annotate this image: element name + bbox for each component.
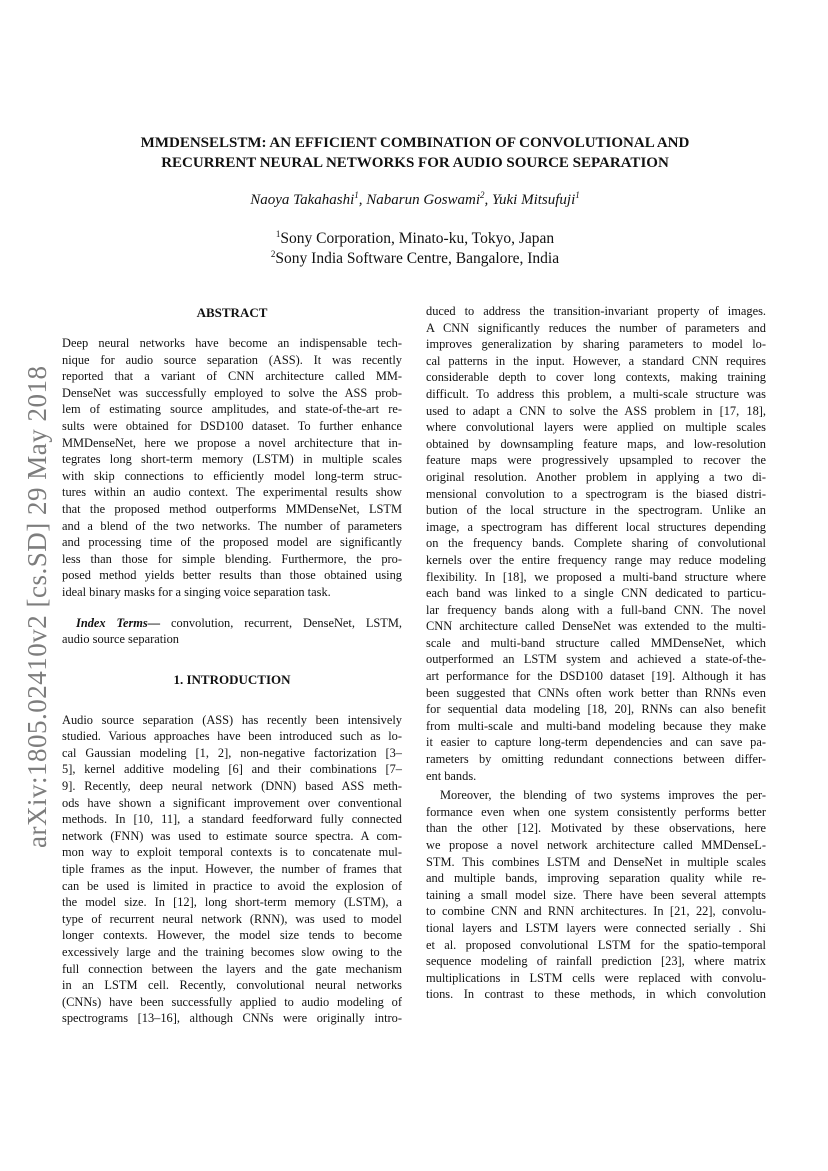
affiliation-line: [60, 249, 770, 269]
text-line: scale and multi-band structure called MMDenseNet, which: [426, 635, 766, 650]
index-terms-label: Index Terms—: [76, 615, 161, 630]
affiliation-text: Sony India Software Centre, Bangalore, India: [275, 250, 560, 267]
abstract-heading: ABSTRACT: [196, 305, 268, 320]
section-heading-introduction: 1. INTRODUCTION: [173, 671, 291, 687]
text-line: original resolution. Another problem in applying a two di-: [426, 469, 766, 484]
index-terms-text: convolution, recurrent, DenseNet, LSTM,: [160, 615, 402, 630]
text-line: [62, 615, 402, 632]
paper-title: [60, 133, 770, 173]
text-line: ideal binary masks for a singing voice separation task.: [62, 584, 331, 599]
title-line: RECURRENT NEURAL NETWORKS FOR AUDIO SOURCE SEPARATION: [161, 155, 669, 171]
text-line: DenseNet was successfully employed to solve the ASS prob-: [62, 385, 402, 400]
text-line: lem of estimating source amplitudes, and state-of-the-art re-: [62, 402, 402, 417]
text-line: with skip connections to efficiently model long-term struc-: [62, 468, 402, 483]
text-line: formance even when one system consistently performs better: [426, 804, 766, 819]
text-line: considerable depth to cover long contexts, making training: [426, 370, 766, 385]
author-list: [60, 192, 770, 209]
title-line: MMDENSELSTM: AN EFFICIENT COMBINATION OF CONVOLUTIONAL AND: [140, 135, 690, 151]
text-line: longer contexts. However, the model size tends to become: [62, 928, 402, 943]
text-line: kernels over the entire frequency range may reduce modeling: [426, 552, 766, 567]
introduction-body: [62, 712, 402, 1027]
author-name: Naoya Takahashi: [250, 192, 355, 208]
text-line: Moreover, the blending of two systems improves the per-: [440, 788, 766, 803]
text-line: been suggested that CNNs often work better than RNNs even: [426, 685, 766, 700]
text-line: flexibility. In [18], we proposed a multi-band structure where: [426, 569, 766, 584]
text-line: improves generalization by sharing parameters to model lo-: [426, 337, 766, 352]
text-line: each band was linked to a single CNN dedicated to particu-: [426, 586, 766, 601]
text-line: than the other [12]. Motivated by these observations, here: [426, 821, 766, 836]
arxiv-stamp: arXiv:1805.02410v2 [cs.SD] 29 May 2018: [22, 365, 52, 848]
text-line: mon way to exploit temporal contexts is to concatenate mul-: [62, 845, 402, 860]
text-line: methods. In [10, 11], a standard feedforward fully connected: [62, 812, 402, 827]
text-line: 5], kernel additive modeling [6] and their combinations [7–: [62, 762, 402, 777]
text-line: network (FNN) was used to estimate source spectra. A com-: [62, 828, 402, 843]
text-line: excessively large and the training becomes slow owing to the: [62, 945, 402, 959]
text-line: to combine CNN and RNN architectures. In [21, 22], convolu-: [426, 904, 766, 919]
affiliation-text: Sony Corporation, Minato-ku, Tokyo, Japan: [280, 230, 555, 247]
text-line: lar frequency bands along with a full-band CNN. The novel: [426, 602, 766, 617]
text-line: tions. In contrast to these methods, in which convolution: [426, 987, 766, 1002]
affiliation-line: [60, 229, 770, 249]
text-line: mensional convolution to a spectrogram is the biased distri-: [426, 486, 766, 501]
text-line: art performance for the DSD100 dataset [19]. Although it has: [426, 669, 766, 684]
affiliation-mark: 1: [575, 190, 580, 200]
text-line: (CNNs) have been successfully applied to audio modeling of: [62, 994, 402, 1009]
text-line: et al. proposed convolutional LSTM for the spatio-temporal: [426, 937, 766, 952]
text-line: difficult. To address this problem, a multi-scale structure was: [426, 386, 766, 401]
text-line: obtained by downsampling feature maps, and low-resolution: [426, 436, 766, 451]
text-line: sequence modeling of rainfall prediction [23], where matrix: [426, 954, 766, 969]
text-line: tegrates long short-term memory (LSTM) in multiple scales: [62, 452, 402, 467]
text-line: rameters by omitting redundant connections between differ-: [426, 752, 766, 767]
text-line: on the frequency bands. Complete sharing of convolutional: [426, 536, 766, 551]
text-line: spectrograms [13–16], although CNNs were originally intro-: [62, 1011, 402, 1026]
text-line: we propose a novel network architecture called MMDenseL-: [426, 838, 766, 852]
text-line: where convolutional layers were applied on multiple scales: [426, 420, 766, 435]
text-line: audio source separation: [62, 632, 179, 647]
text-line: ent bands.: [426, 768, 477, 783]
affiliation-mark: 2: [480, 190, 485, 200]
text-line: bution of the local structure in the spectrogram. Unlike an: [426, 503, 766, 518]
text-line: MMDenseNet, here we propose a novel architecture that in-: [62, 435, 402, 450]
text-line: type of recurrent neural network (RNN), was used to model: [62, 911, 402, 926]
text-line: duced to address the transition-invariant property of images.: [426, 304, 766, 318]
affiliation-mark: 1: [354, 190, 359, 200]
text-line: feature maps were progressively upsampled to recover the: [426, 453, 766, 468]
index-terms: [62, 615, 402, 648]
affiliation-mark: 1: [275, 228, 281, 239]
text-line: reported that a variant of CNN architecture called MM-: [62, 369, 402, 384]
text-line: the model size. In [12], long short-term memory (LSTM), a: [62, 895, 402, 910]
text-line: and multiple bands, improving separation quality while re-: [426, 871, 766, 886]
affiliation-mark: 2: [270, 248, 276, 259]
text-line: A CNN significantly reduces the number of parameters and: [426, 320, 766, 335]
text-line: ods have shown a significant improvement over conventional: [62, 795, 402, 810]
text-line: Deep neural networks have become an indispensable tech-: [62, 336, 402, 350]
text-line: used to adapt a CNN to solve the ASS problem in [17, 18],: [426, 403, 766, 418]
left-column: [62, 303, 402, 1027]
text-line: tures within an audio context. The experimental results show: [62, 485, 402, 500]
text-line: can be used is limited in practice to avoid the explosion of: [62, 878, 402, 893]
text-line: and processing time of the proposed model are significantly: [62, 535, 402, 550]
text-line: posed method yields better results than those obtained using: [62, 568, 402, 583]
paragraph: [426, 787, 766, 1003]
author-name: , Nabarun Goswami: [358, 192, 481, 208]
text-line: 9]. Recently, deep neural network (DNN) based ASS meth-: [62, 779, 402, 794]
text-line: less than those for simple blending. Furthermore, the pro-: [62, 551, 402, 566]
text-line: cal patterns in the input. However, a standard CNN requires: [426, 353, 766, 368]
text-line: taining a small model size. There have been several attempts: [426, 887, 766, 902]
text-line: in an LSTM cell. Recently, convolutional neural networks: [62, 978, 402, 993]
text-line: from multi-scale and multi-band modeling because they make: [426, 718, 766, 733]
text-line: sults were obtained for DSD100 dataset. To further enhance: [62, 418, 402, 433]
text-line: STM. This combines LSTM and DenseNet in multiple scales: [426, 854, 766, 869]
text-line: that the proposed method outperforms MMDenseNet, LSTM: [62, 501, 402, 516]
text-line: full connection between the layers and the gate mechanism: [62, 961, 402, 976]
text-line: image, a spectrogram has different local structures depending: [426, 519, 766, 534]
text-line: Audio source separation (ASS) has recently been intensively: [62, 712, 402, 727]
paragraph: [426, 303, 766, 784]
text-line: for sequential data modeling [18, 20], RNNs can also benefit: [426, 702, 766, 717]
author-name: , Yuki Mitsufuji: [484, 192, 576, 208]
text-line: multiplications in LSTM cells were replaced with convolu-: [426, 970, 766, 985]
text-line: studied. Various approaches have been introduced such as lo-: [62, 729, 402, 744]
text-line: and a blend of the two networks. The number of parameters: [62, 518, 402, 533]
text-line: cal Gaussian modeling [1, 2], non-negative factorization [3–: [62, 745, 402, 760]
text-line: tional layers and LSTM layers were connected serially . Shi: [426, 920, 766, 935]
text-line: CNN architecture called DenseNet was extended to the multi-: [426, 619, 766, 634]
abstract-body: [62, 335, 402, 601]
right-column: [426, 303, 766, 1003]
text-line: tiple frames as the input. However, the number of frames that: [62, 862, 402, 877]
text-line: nique for audio source separation (ASS). It was recently: [62, 352, 402, 367]
text-line: outperformed an LSTM system and achieved a state-of-the-: [426, 652, 766, 667]
affiliations: [60, 229, 770, 269]
text-line: it easier to capture long-term dependencies and can save pa-: [426, 735, 766, 750]
